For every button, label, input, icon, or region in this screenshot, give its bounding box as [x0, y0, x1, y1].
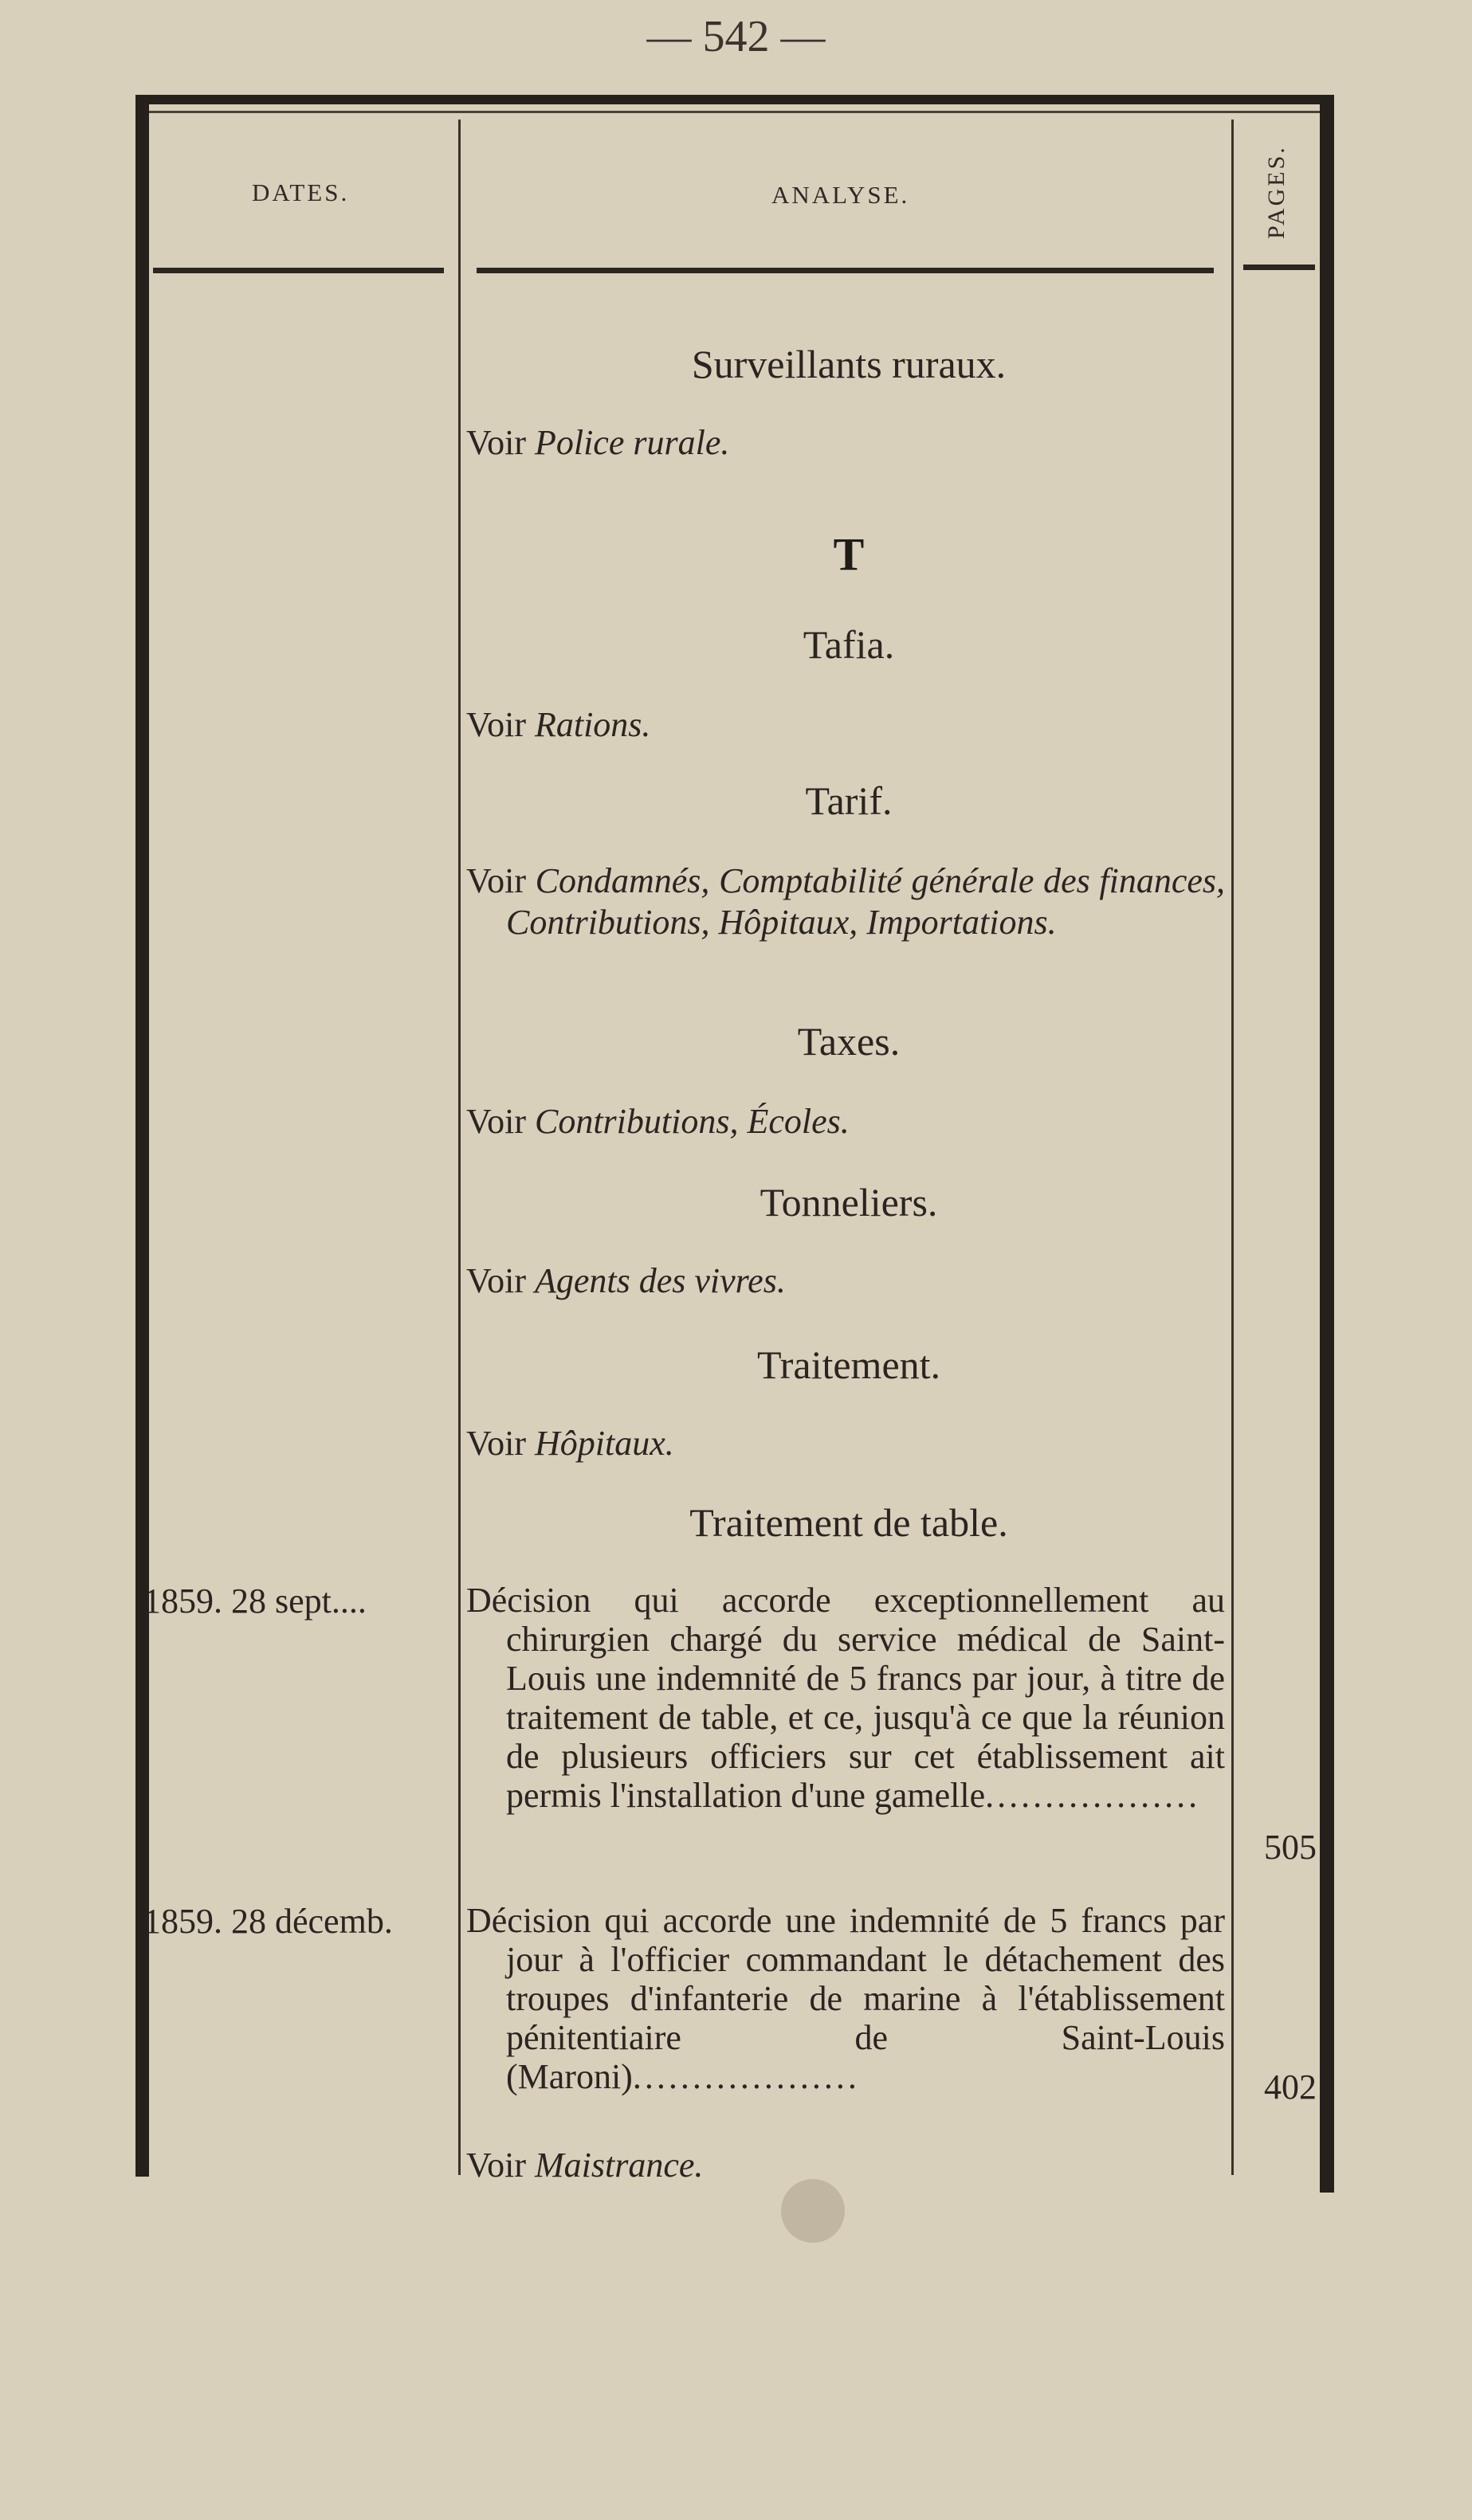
heading-traitement-de-table: Traitement de table. — [689, 1500, 1008, 1545]
voir-word: Voir — [466, 861, 526, 900]
header-rule-analyse — [477, 268, 1214, 273]
heading-tonneliers: Tonneliers. — [760, 1180, 938, 1225]
entry-text — [466, 1581, 1225, 1815]
voir-line — [466, 1260, 1225, 1302]
voir-word: Voir — [466, 2146, 526, 2185]
voir-word: Voir — [466, 1102, 526, 1141]
entry-date: 1859. 28 sept.... — [143, 1581, 367, 1621]
voir-reference: Police rurale. — [534, 423, 730, 462]
entry-text — [466, 1901, 1225, 2096]
header-rule-dates — [153, 268, 444, 273]
header-analyse: ANALYSE. — [771, 181, 910, 209]
voir-line — [466, 422, 1225, 464]
entry-page: 505 — [1264, 1828, 1317, 1867]
table-frame-right — [1320, 102, 1334, 2193]
voir-line — [466, 704, 1225, 746]
entry-description: Décision qui accorde exceptionnellement au chirurgien chargé du service médical de Saint-Louis une indemnité de 5 francs par jour, à titre de traitement de table, et ce, jusqu'à ce que la réunion de plusieurs officiers sur cet établissement ait permis l'installation d'une gamelle — [466, 1581, 1225, 1815]
heading-surveillants-ruraux: Surveillants ruraux. — [691, 342, 1007, 386]
voir-reference: Rations. — [534, 705, 651, 744]
voir-word: Voir — [466, 1424, 526, 1463]
voir-word: Voir — [466, 423, 526, 462]
voir-line — [466, 860, 1225, 943]
entry-description: Décision qui accorde une indemnité de 5 francs par jour à l'officier commandant le détachement des troupes d'infanterie de marine à l'établissement pénitentiaire de Saint-Louis (Maroni) — [466, 1901, 1225, 2096]
heading-taxes: Taxes. — [797, 1019, 901, 1064]
voir-reference: Agents des vivres. — [534, 1261, 786, 1300]
header-pages: PAGES. — [1263, 145, 1289, 239]
table-frame-left — [135, 96, 149, 2177]
page-number: — 542 — — [646, 12, 826, 61]
voir-word: Voir — [466, 705, 526, 744]
header-rule-pages — [1243, 265, 1315, 270]
heading-tarif: Tarif. — [805, 778, 893, 823]
table-frame-top-inner — [149, 111, 1320, 113]
voir-reference: Contributions, Écoles. — [534, 1102, 850, 1141]
voir-line — [466, 1101, 1225, 1142]
header-dates: DATES. — [252, 178, 350, 206]
voir-reference: Condamnés, Comptabilité générale des finances, Contributions, Hôpitaux, Importations. — [506, 861, 1225, 942]
voir-reference: Hôpitaux. — [534, 1424, 674, 1463]
voir-line — [466, 1423, 1225, 1464]
voir-reference: Maistrance. — [534, 2146, 704, 2185]
column-rule-dates — [458, 120, 461, 2175]
leader-dots: .................. — [985, 1776, 1201, 1815]
heading-tafia: Tafia. — [803, 622, 895, 667]
heading-traitement: Traitement. — [756, 1342, 941, 1387]
entry-page: 402 — [1264, 2067, 1317, 2107]
voir-word: Voir — [466, 1261, 526, 1300]
table-frame-top — [135, 95, 1334, 104]
leader-dots: ................... — [632, 2057, 860, 2096]
entry-date: 1859. 28 décemb. — [143, 1902, 393, 1941]
paper-stain — [781, 2179, 845, 2243]
voir-line — [466, 2145, 1225, 2186]
section-letter: T — [833, 528, 865, 580]
